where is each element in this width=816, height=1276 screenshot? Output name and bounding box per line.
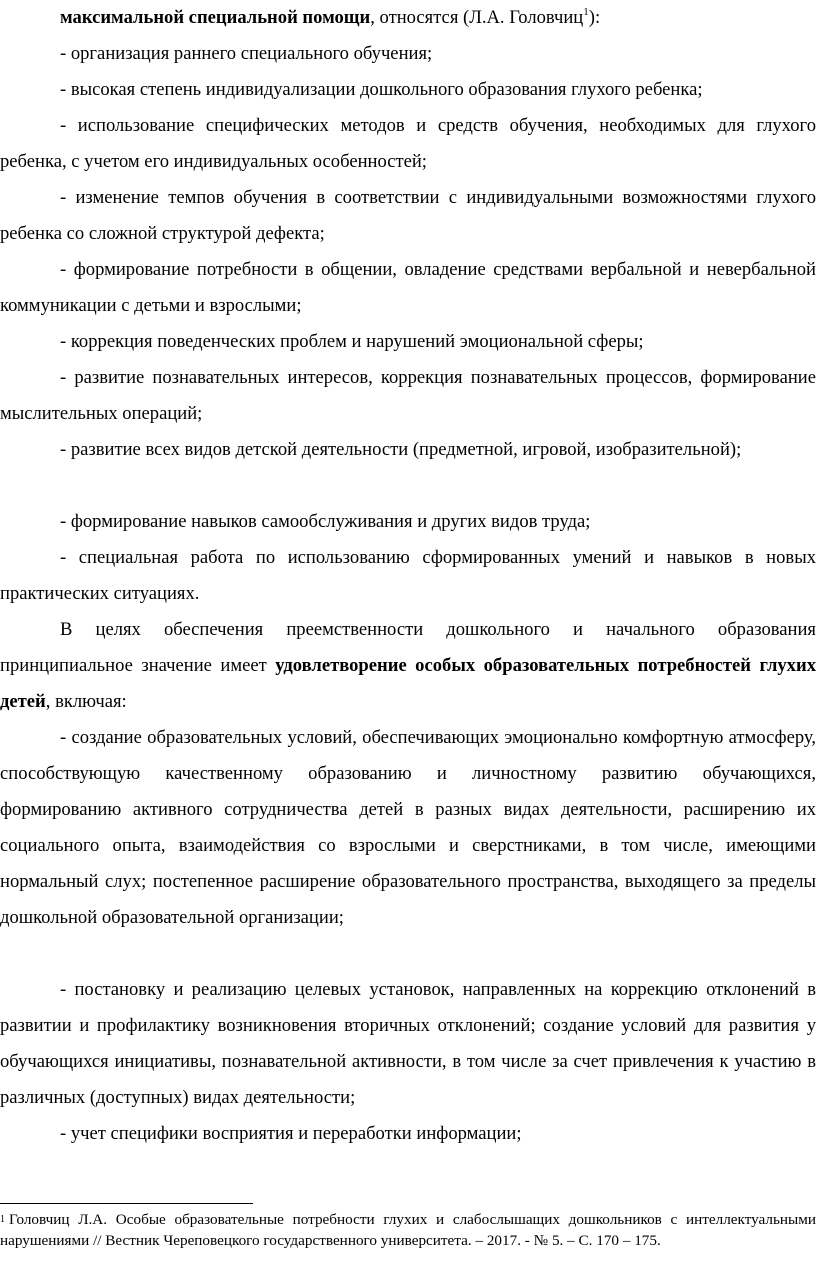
footnote-reference: 1 (583, 5, 589, 18)
list-item: - развитие познавательных интересов, коррекция познавательных процессов, формирование мыслительных операций; (0, 367, 816, 424)
intro-close: ): (588, 7, 601, 28)
footnote-text: Головчиц Л.А. Особые образовательные потребности глухих и слабослышащих дошкольников с интеллектуальными нарушениями // Вестник Череповецкого государственного университета. – 2017. - № 5. – С. 170 – 175. (0, 1211, 816, 1249)
footnote (0, 1209, 816, 1251)
list-item: - развитие всех видов детской деятельности (предметной, игровой, изобразительной); (60, 439, 742, 460)
intro-text: , относятся (Л.А. Головчиц (370, 7, 584, 28)
list-item: - использование специфических методов и средств обучения, необходимых для глухого ребенка, с учетом его индивидуальных особенностей; (0, 115, 816, 172)
paragraph-bold-phrase: удовлетворение особых образовательных потребностей глухих детей (0, 655, 816, 712)
list-item: - учет специфики восприятия и переработки информации; (60, 1123, 522, 1144)
list-item: - формирование навыков самообслуживания и других видов труда; (60, 511, 591, 532)
paragraph-text-end: , включая: (45, 691, 127, 712)
list-item: - формирование потребности в общении, овладение средствами вербальной и невербальной коммуникации с детьми и взрослыми; (0, 259, 816, 316)
list-item: - постановку и реализацию целевых установок, направленных на коррекцию отклонений в развитии и профилактику возникновения вторичных отклонений; создание условий для развития у обучающихся инициативы, познавательной активности, в том числе за счет привлечения к участию в различных (доступных) видах деятельности; (0, 979, 816, 1108)
list-item: - изменение темпов обучения в соответствии с индивидуальными возможностями глухого ребенка со сложной структурой дефекта; (0, 187, 816, 244)
intro-bold-phrase: максимальной специальной помощи (60, 7, 371, 28)
list-item: - высокая степень индивидуализации дошкольного образования глухого ребенка; (60, 79, 703, 100)
footnote-mark: 1 (0, 1214, 5, 1225)
paragraph-text: В целях обеспечения преемственности дошкольного и начального образования принципиальное значение имеет (0, 619, 816, 676)
footnote-separator (0, 1203, 253, 1204)
list-item: - специальная работа по использованию сформированных умений и навыков в новых практических ситуациях. (0, 547, 816, 604)
body-paragraph (0, 612, 816, 720)
list-item: - создание образовательных условий, обеспечивающих эмоционально комфортную атмосферу, способствующую качественному образованию и личностному развитию обучающихся, формированию активного сотрудничества детей в разных видах деятельности, расширению их социального опыта, взаимодействия со взрослыми и сверстниками, в том числе, имеющими нормальный слух; постепенное расширение образовательного пространства, выходящего за пределы дошкольной образовательной организации; (0, 727, 816, 928)
intro-paragraph (0, 0, 816, 36)
list-item: - коррекция поведенческих проблем и нарушений эмоциональной сферы; (60, 331, 644, 352)
list-item: - организация раннего специального обучения; (60, 43, 433, 64)
